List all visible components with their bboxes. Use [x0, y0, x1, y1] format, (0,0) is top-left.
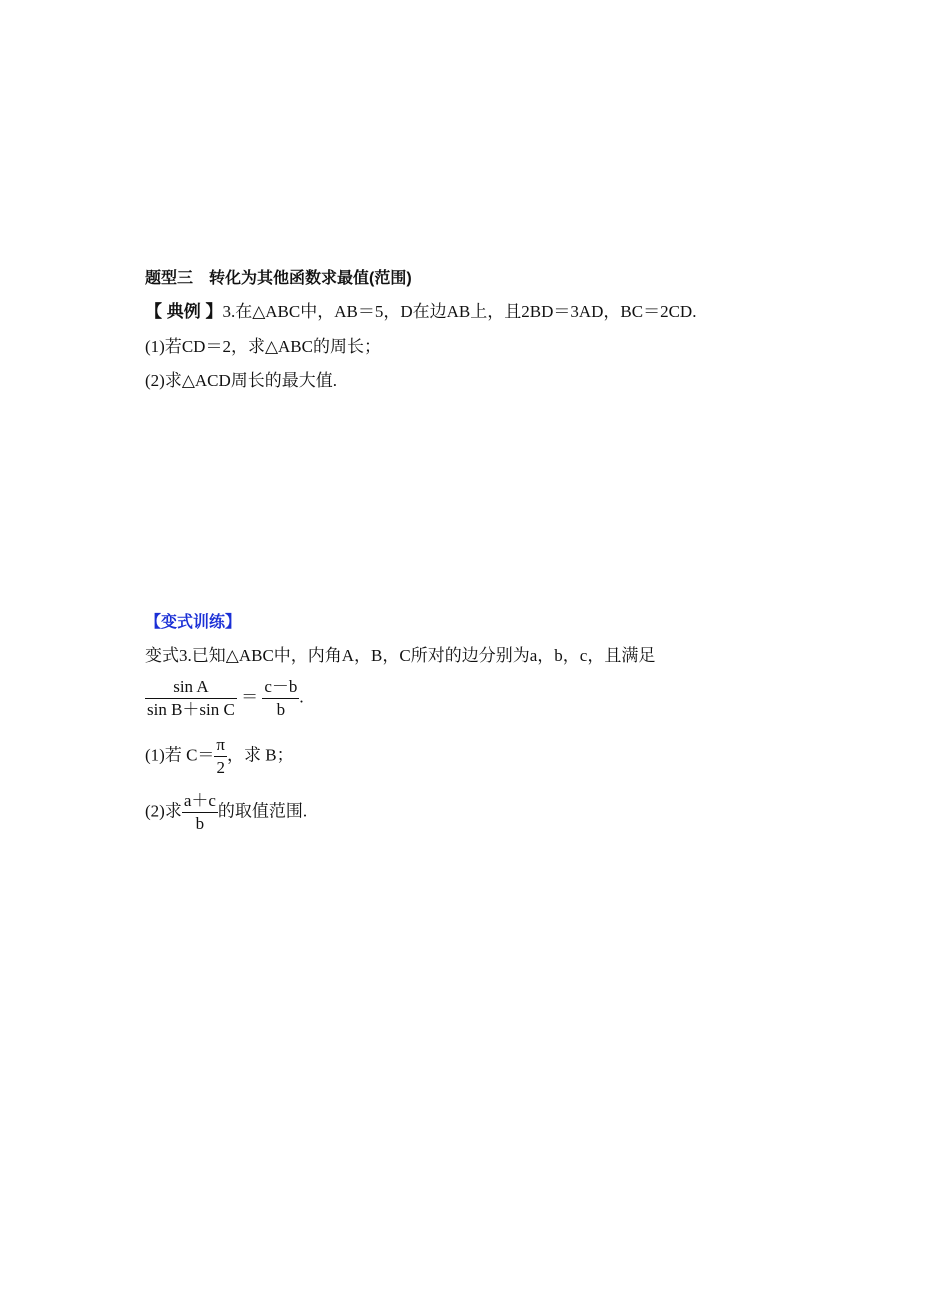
q1-fraction — [214, 734, 227, 779]
q2-prefix: (2)求 — [145, 801, 182, 821]
variant-question-2 — [145, 790, 307, 835]
q1-prefix: (1)若 C＝ — [145, 745, 215, 765]
fraction-numerator: c－b — [264, 677, 298, 696]
variant-formula — [145, 676, 304, 721]
formula-right-fraction — [262, 676, 299, 721]
formula-left-fraction — [145, 676, 237, 721]
variant-question-1 — [145, 734, 294, 779]
example-tag: 【 典例 】 — [145, 302, 223, 321]
example-stem-line — [145, 301, 696, 323]
variant-stem: 变式3.已知△ABC中，内角A，B，C所对的边分别为a，b，c，且满足 — [145, 646, 656, 665]
formula-period: . — [299, 687, 304, 707]
fraction-numerator: sin A — [173, 677, 209, 696]
section-title: 题型三 转化为其他函数求最值(范围) — [145, 270, 412, 287]
variant-tag: 【变式训练】 — [145, 614, 242, 631]
fraction-numerator: a＋c — [183, 791, 216, 810]
example-stem: 3.在△ABC中，AB＝5，D在边AB上，且2BD＝3AD，BC＝2CD. — [222, 302, 697, 321]
fraction-denominator: b — [262, 698, 299, 721]
fraction-denominator: 2 — [214, 756, 227, 779]
q2-fraction — [182, 790, 218, 835]
fraction-denominator: sin B＋sin C — [147, 700, 235, 719]
fraction-denominator: b — [182, 812, 218, 835]
fraction-numerator: π — [216, 735, 226, 754]
q1-suffix: ，求 B； — [227, 745, 294, 765]
q2-suffix: 的取值范围. — [217, 801, 308, 821]
example-question-1: (1)若CD＝2，求△ABC的周长； — [145, 337, 381, 356]
equals-sign: ＝ — [241, 687, 259, 707]
example-question-2: (2)求△ACD周长的最大值. — [145, 371, 338, 390]
